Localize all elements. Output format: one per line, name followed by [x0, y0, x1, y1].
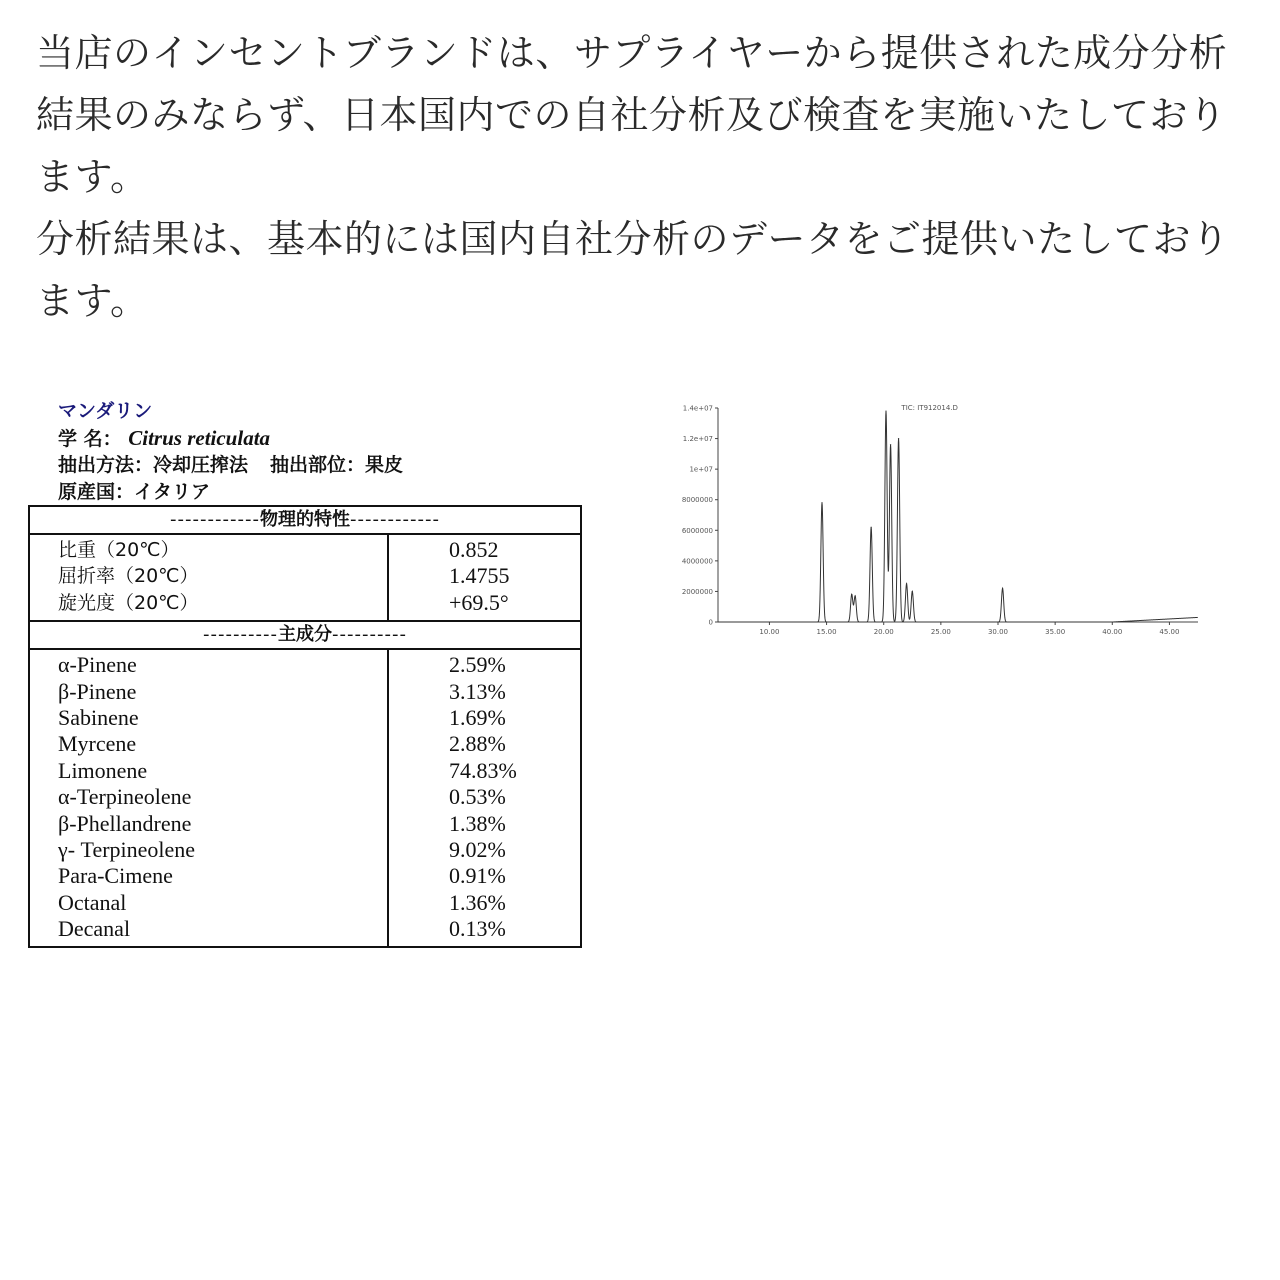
y-tick-label: 2000000	[681, 587, 713, 596]
x-tick-label: 20.00	[873, 628, 894, 636]
component-value: 3.13%	[449, 678, 506, 704]
x-tick-label: 15.00	[816, 628, 837, 636]
component-values	[389, 650, 580, 946]
origin-line: 原産国：イタリア	[58, 480, 211, 503]
peak-point	[890, 444, 891, 445]
tic-trace	[718, 411, 1198, 622]
component-name: α-Pinene	[58, 652, 137, 678]
chart-title: TIC: IT912014.D	[901, 404, 958, 412]
component-value: 0.53%	[449, 784, 506, 810]
peak-point	[1002, 588, 1003, 589]
scientific-name-line	[58, 425, 582, 453]
x-tick-label: 35.00	[1045, 628, 1066, 636]
x-tick-label: 40.00	[1102, 628, 1123, 636]
physical-values	[389, 535, 580, 620]
extraction-line	[58, 452, 582, 479]
extraction-part: 抽出部位：果皮	[270, 454, 404, 476]
chromatogram-svg	[660, 396, 1205, 646]
physical-property-value: +69.5°	[449, 589, 509, 615]
y-tick-label: 4000000	[681, 557, 713, 566]
x-tick-label: 45.00	[1159, 628, 1180, 636]
peak-point	[912, 591, 913, 592]
y-tick-label: 1.4e+07	[682, 404, 713, 413]
peak-point	[871, 527, 872, 528]
component-value: 9.02%	[449, 836, 506, 862]
peak-point	[906, 583, 907, 584]
physical-property-name: 屈折率（20℃）	[58, 565, 199, 588]
component-name: Limonene	[58, 757, 148, 783]
components-header: ----------主成分----------	[29, 621, 581, 649]
scientific-label: 学 名：	[58, 427, 122, 450]
y-tick-label: 0	[708, 618, 713, 627]
component-value: 2.59%	[449, 652, 506, 678]
physical-property-name: 旋光度（20℃）	[58, 591, 199, 614]
intro-text	[36, 22, 1246, 332]
component-value: 0.91%	[449, 863, 506, 889]
x-tick-label: 30.00	[987, 628, 1009, 636]
component-name: Sabinene	[58, 704, 139, 730]
oil-title: マンダリン	[58, 400, 153, 422]
physical-header: ------------物理的特性------------	[29, 506, 581, 534]
component-name: Octanal	[58, 889, 127, 915]
component-value: 1.36%	[449, 889, 506, 915]
analysis-sheet	[28, 398, 582, 948]
peak-point	[855, 595, 856, 596]
physical-names	[30, 535, 387, 620]
scientific-name: Citrus reticulata	[128, 425, 271, 450]
component-value: 74.83%	[449, 757, 517, 783]
component-name: α-Terpineolene	[58, 784, 192, 810]
chromatogram	[660, 396, 1205, 646]
peak-point	[885, 410, 886, 411]
component-value: 1.38%	[449, 810, 506, 836]
y-tick-label: 6000000	[681, 526, 713, 535]
component-name: Decanal	[58, 916, 131, 942]
physical-property-value: 1.4755	[449, 563, 510, 589]
peak-point	[821, 502, 822, 503]
component-name: Myrcene	[58, 731, 137, 757]
component-name: Para-Cimene	[58, 863, 173, 889]
intro-paragraph-2: 分析結果は、基本的には国内自社分析のデータをご提供いたしております。	[36, 217, 1230, 323]
x-tick-label: 25.00	[930, 628, 951, 636]
y-tick-label: 1e+07	[689, 465, 713, 474]
peak-point	[898, 438, 899, 439]
properties-table	[28, 505, 582, 948]
y-tick-label: 8000000	[681, 496, 713, 505]
peak-point	[851, 594, 852, 595]
component-value: 0.13%	[449, 916, 506, 942]
intro-paragraph-1: 当店のインセントブランドは、サプライヤーから提供された成分分析結果のみならず、日本国内での自社分析及び検査を実施いたしております。	[36, 31, 1228, 199]
extraction-method: 抽出方法：冷却圧搾法	[58, 454, 249, 476]
physical-property-value: 0.852	[449, 537, 499, 562]
physical-property-name: 比重（20℃）	[58, 539, 180, 561]
component-name: γ- Terpineolene	[58, 836, 196, 862]
x-tick-label: 10.00	[759, 628, 780, 636]
component-value: 2.88%	[449, 731, 506, 757]
y-tick-label: 1.2e+07	[682, 435, 713, 444]
component-name: β-Pinene	[58, 678, 137, 704]
component-value: 1.69%	[449, 704, 506, 730]
component-names	[30, 650, 387, 946]
component-name: β-Phellandrene	[58, 810, 192, 836]
